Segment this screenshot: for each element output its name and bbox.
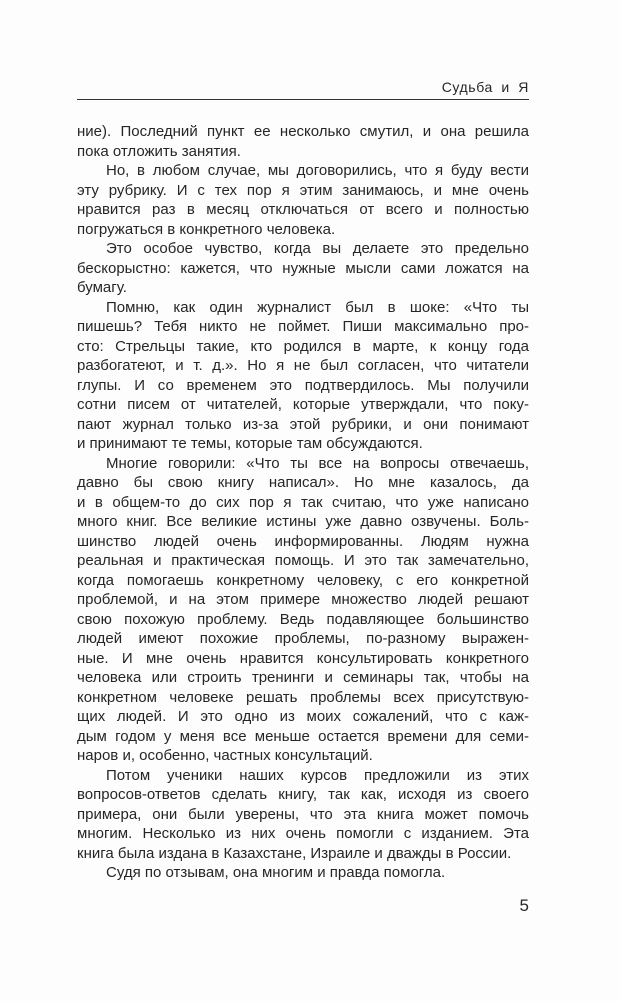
text-line: много книг. Все великие истины уже давно озвучены. Боль- (77, 513, 529, 530)
text-line: щих людей. И это одно из моих сожалений, что с каж- (77, 708, 529, 725)
text-line: пока отложить занятия. (77, 142, 241, 160)
text-line: многим. Несколько из них очень помогли с изданием. Эта (77, 825, 529, 842)
text-line: давно бы свою книгу написал». Но мне казалось, да (77, 474, 529, 491)
running-header-title: Судьба и Я (441, 79, 529, 95)
text-line: людей имеют похожие проблемы, по-разному выражен- (77, 630, 529, 647)
paragraph (77, 766, 529, 864)
text-line: Но, в любом случае, мы договорились, что я буду вести (106, 162, 529, 179)
text-line: эту рубрику. И с тех пор я этим занимаюсь, и мне очень (77, 181, 529, 199)
paragraph (77, 298, 529, 454)
paragraph (77, 863, 529, 883)
page-number: 5 (519, 896, 529, 915)
text-line: пают журнал только из-за этой рубрики, и они понимают (77, 415, 529, 433)
text-line: реальная и практическая помощь. И это так замечательно, (77, 552, 529, 569)
paragraph (77, 239, 529, 298)
text-line: разбогатеют, и т. д.». Но я не был согласен, что читатели (77, 357, 529, 374)
text-line: бумагу. (77, 279, 127, 296)
text-line: и принимают те темы, которые там обсуждаются. (77, 435, 423, 452)
paragraph (77, 122, 529, 161)
text-line: Помню, как один журналист был в шоке: «Что ты (106, 298, 529, 316)
text-line: Это особое чувство, когда вы делаете это предельно (106, 240, 529, 257)
text-line: сотни писем от читателей, которые утверждали, что поку- (77, 396, 529, 413)
text-line: сто: Стрельцы такие, кто родился в марте, к концу года (77, 337, 529, 355)
text-line: книга была издана в Казахстане, Израиле и дважды в России. (77, 844, 512, 862)
text-line: примера, они были уверены, что эта книга может помочь (77, 805, 529, 823)
text-line: шинство людей очень информированны. Людям нужна (77, 532, 529, 550)
header-rule (77, 99, 529, 100)
text-line: Многие говорили: «Что ты все на вопросы отвечаешь, (106, 454, 529, 472)
text-line: Потом ученики наших курсов предложили из этих (106, 766, 529, 784)
text-line: конкретном человеке решать проблемы всех присутствую- (77, 688, 529, 706)
text-line: ные. И мне очень нравится консультировать конкретного (77, 649, 529, 667)
text-line: свою похожую проблему. Ведь подавляющее большинство (77, 610, 529, 628)
text-line: ние). Последний пункт ее несколько смутил, и она решила (77, 123, 529, 140)
text-line: когда помогаешь конкретному человеку, с его конкретной (77, 571, 529, 589)
body-text (77, 122, 529, 883)
text-line: погружаться в конкретного человека. (77, 220, 336, 238)
paragraph (77, 161, 529, 239)
text-line: проблемой, и на этом примере множество людей решают (77, 591, 529, 608)
text-line: бескорыстно: кажется, что нужные мысли сами ложатся на (77, 259, 529, 277)
text-line: вопросов-ответов сделать книгу, так как, исходя из своего (77, 786, 529, 803)
text-line: наров и, особенно, частных консультаций. (77, 747, 373, 764)
text-line: человека или строить тренинги и семинары так, чтобы на (77, 669, 529, 686)
text-line: дым годом у меня все меньше остается времени для семи- (77, 727, 529, 745)
text-line: и в общем-то до сих пор я так считаю, что уже написано (77, 493, 529, 511)
text-line: глупы. И со временем это подтвердилось. Мы получили (77, 376, 529, 394)
text-line: Судя по отзывам, она многим и правда помогла. (106, 864, 446, 881)
text-line: пишешь? Тебя никто не поймет. Пиши максимально про- (77, 318, 529, 335)
text-line: нравится раз в месяц отключаться от всего и полностью (77, 201, 529, 218)
paragraph (77, 454, 529, 766)
